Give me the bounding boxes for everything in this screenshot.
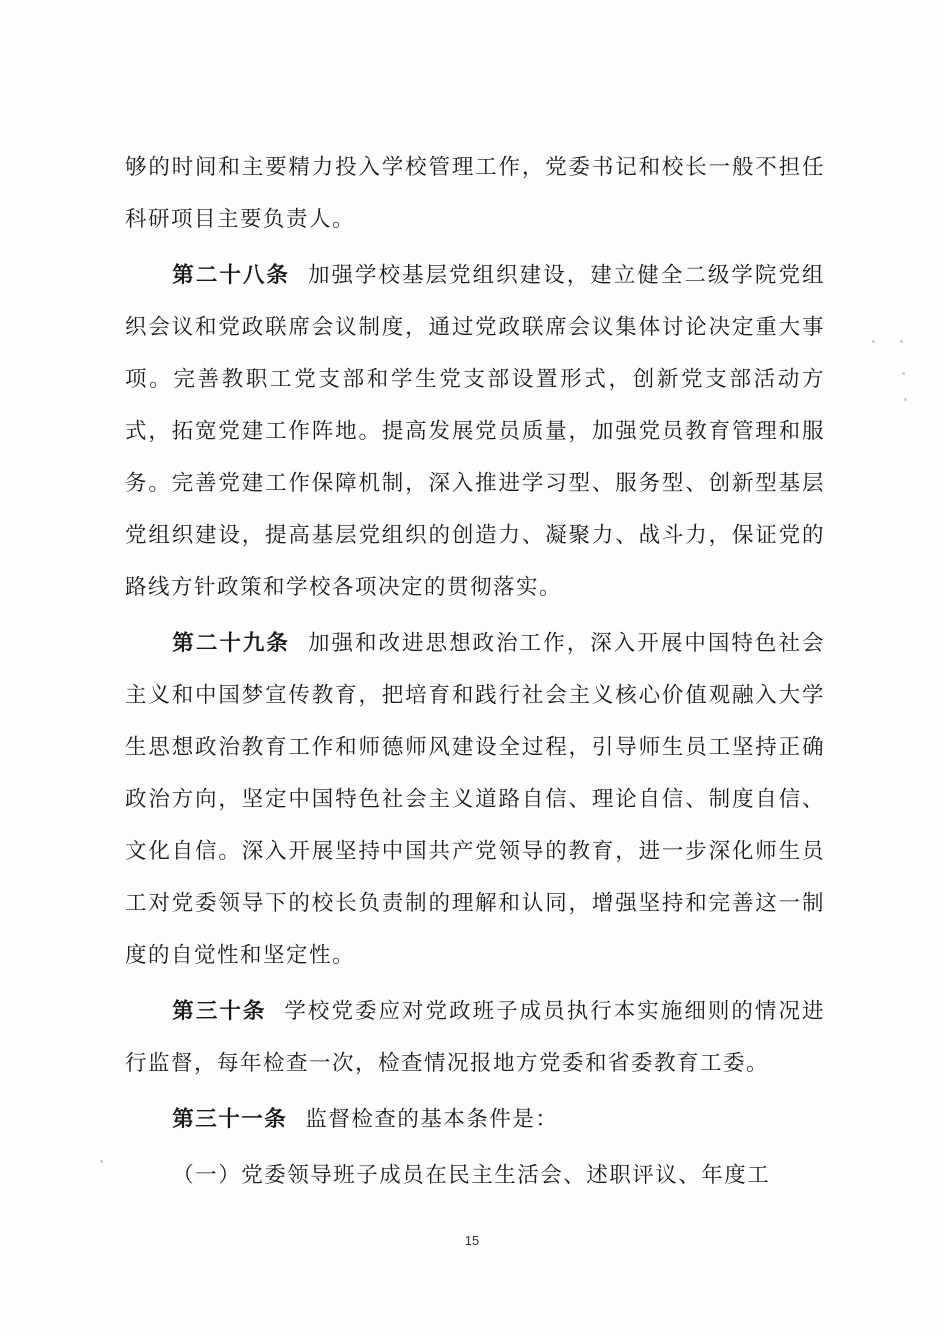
paragraph-text: 够的时间和主要精力投入学校管理工作，党委书记和校长一般不担任科研项目主要负责人。 bbox=[125, 155, 825, 232]
paragraph-continuation bbox=[125, 142, 825, 246]
paragraph-text: 学校党委应对党政班子成员执行本实施细则的情况进行监督，每年检查一次，检查情况报地方党委和省委教育工委。 bbox=[125, 999, 825, 1076]
article-label: 第三十一条 bbox=[172, 1107, 288, 1132]
page-number: 15 bbox=[464, 1233, 480, 1248]
list-item-1 bbox=[125, 1150, 825, 1202]
article-29 bbox=[125, 618, 825, 982]
paragraph-text: 加强学校基层党组织建设，建立健全二级学院党组织会议和党政联席会议制度，通过党政联席会议集体讨论决定重大事项。完善教职工党支部和学生党支部设置形式，创新党支部活动方式，拓宽党建工作阵地。提高发展党员质量，加强党员教育管理和服务。完善党建工作保障机制，深入推进学习型、服务型、创新型基层党组织建设，提高基层党组织的创造力、凝聚力、战斗力，保证党的路线方针政策和学校各项决定的贯彻落实。 bbox=[125, 263, 825, 600]
paragraph-text: 监督检查的基本条件是： bbox=[305, 1107, 559, 1132]
scan-speck bbox=[872, 340, 875, 343]
article-31 bbox=[125, 1094, 825, 1146]
scan-speck bbox=[900, 340, 903, 343]
article-label: 第二十八条 bbox=[172, 263, 290, 288]
paragraph-text: 加强和改进思想政治工作，深入开展中国特色社会主义和中国梦宣传教育，把培育和践行社会主义核心价值观融入大学生思想政治教育工作和师德师风建设全过程，引导师生员工坚持正确政治方向，坚定中国特色社会主义道路自信、理论自信、制度自信、文化自信。深入开展坚持中国共产党领导的教育，进一步深化师生员工对党委领导下的校长负责制的理解和认同，增强坚持和完善这一制度的自觉性和坚定性。 bbox=[125, 631, 825, 968]
document-body bbox=[125, 142, 825, 1206]
paragraph-text: （一）党委领导班子成员在民主生活会、述职评议、年度工 bbox=[172, 1163, 771, 1188]
article-label: 第三十条 bbox=[172, 999, 267, 1024]
article-28 bbox=[125, 250, 825, 614]
scan-speck bbox=[902, 372, 905, 375]
scan-speck bbox=[100, 1160, 103, 1163]
article-30 bbox=[125, 986, 825, 1090]
article-label: 第二十九条 bbox=[172, 631, 290, 656]
scan-speck bbox=[904, 398, 907, 401]
